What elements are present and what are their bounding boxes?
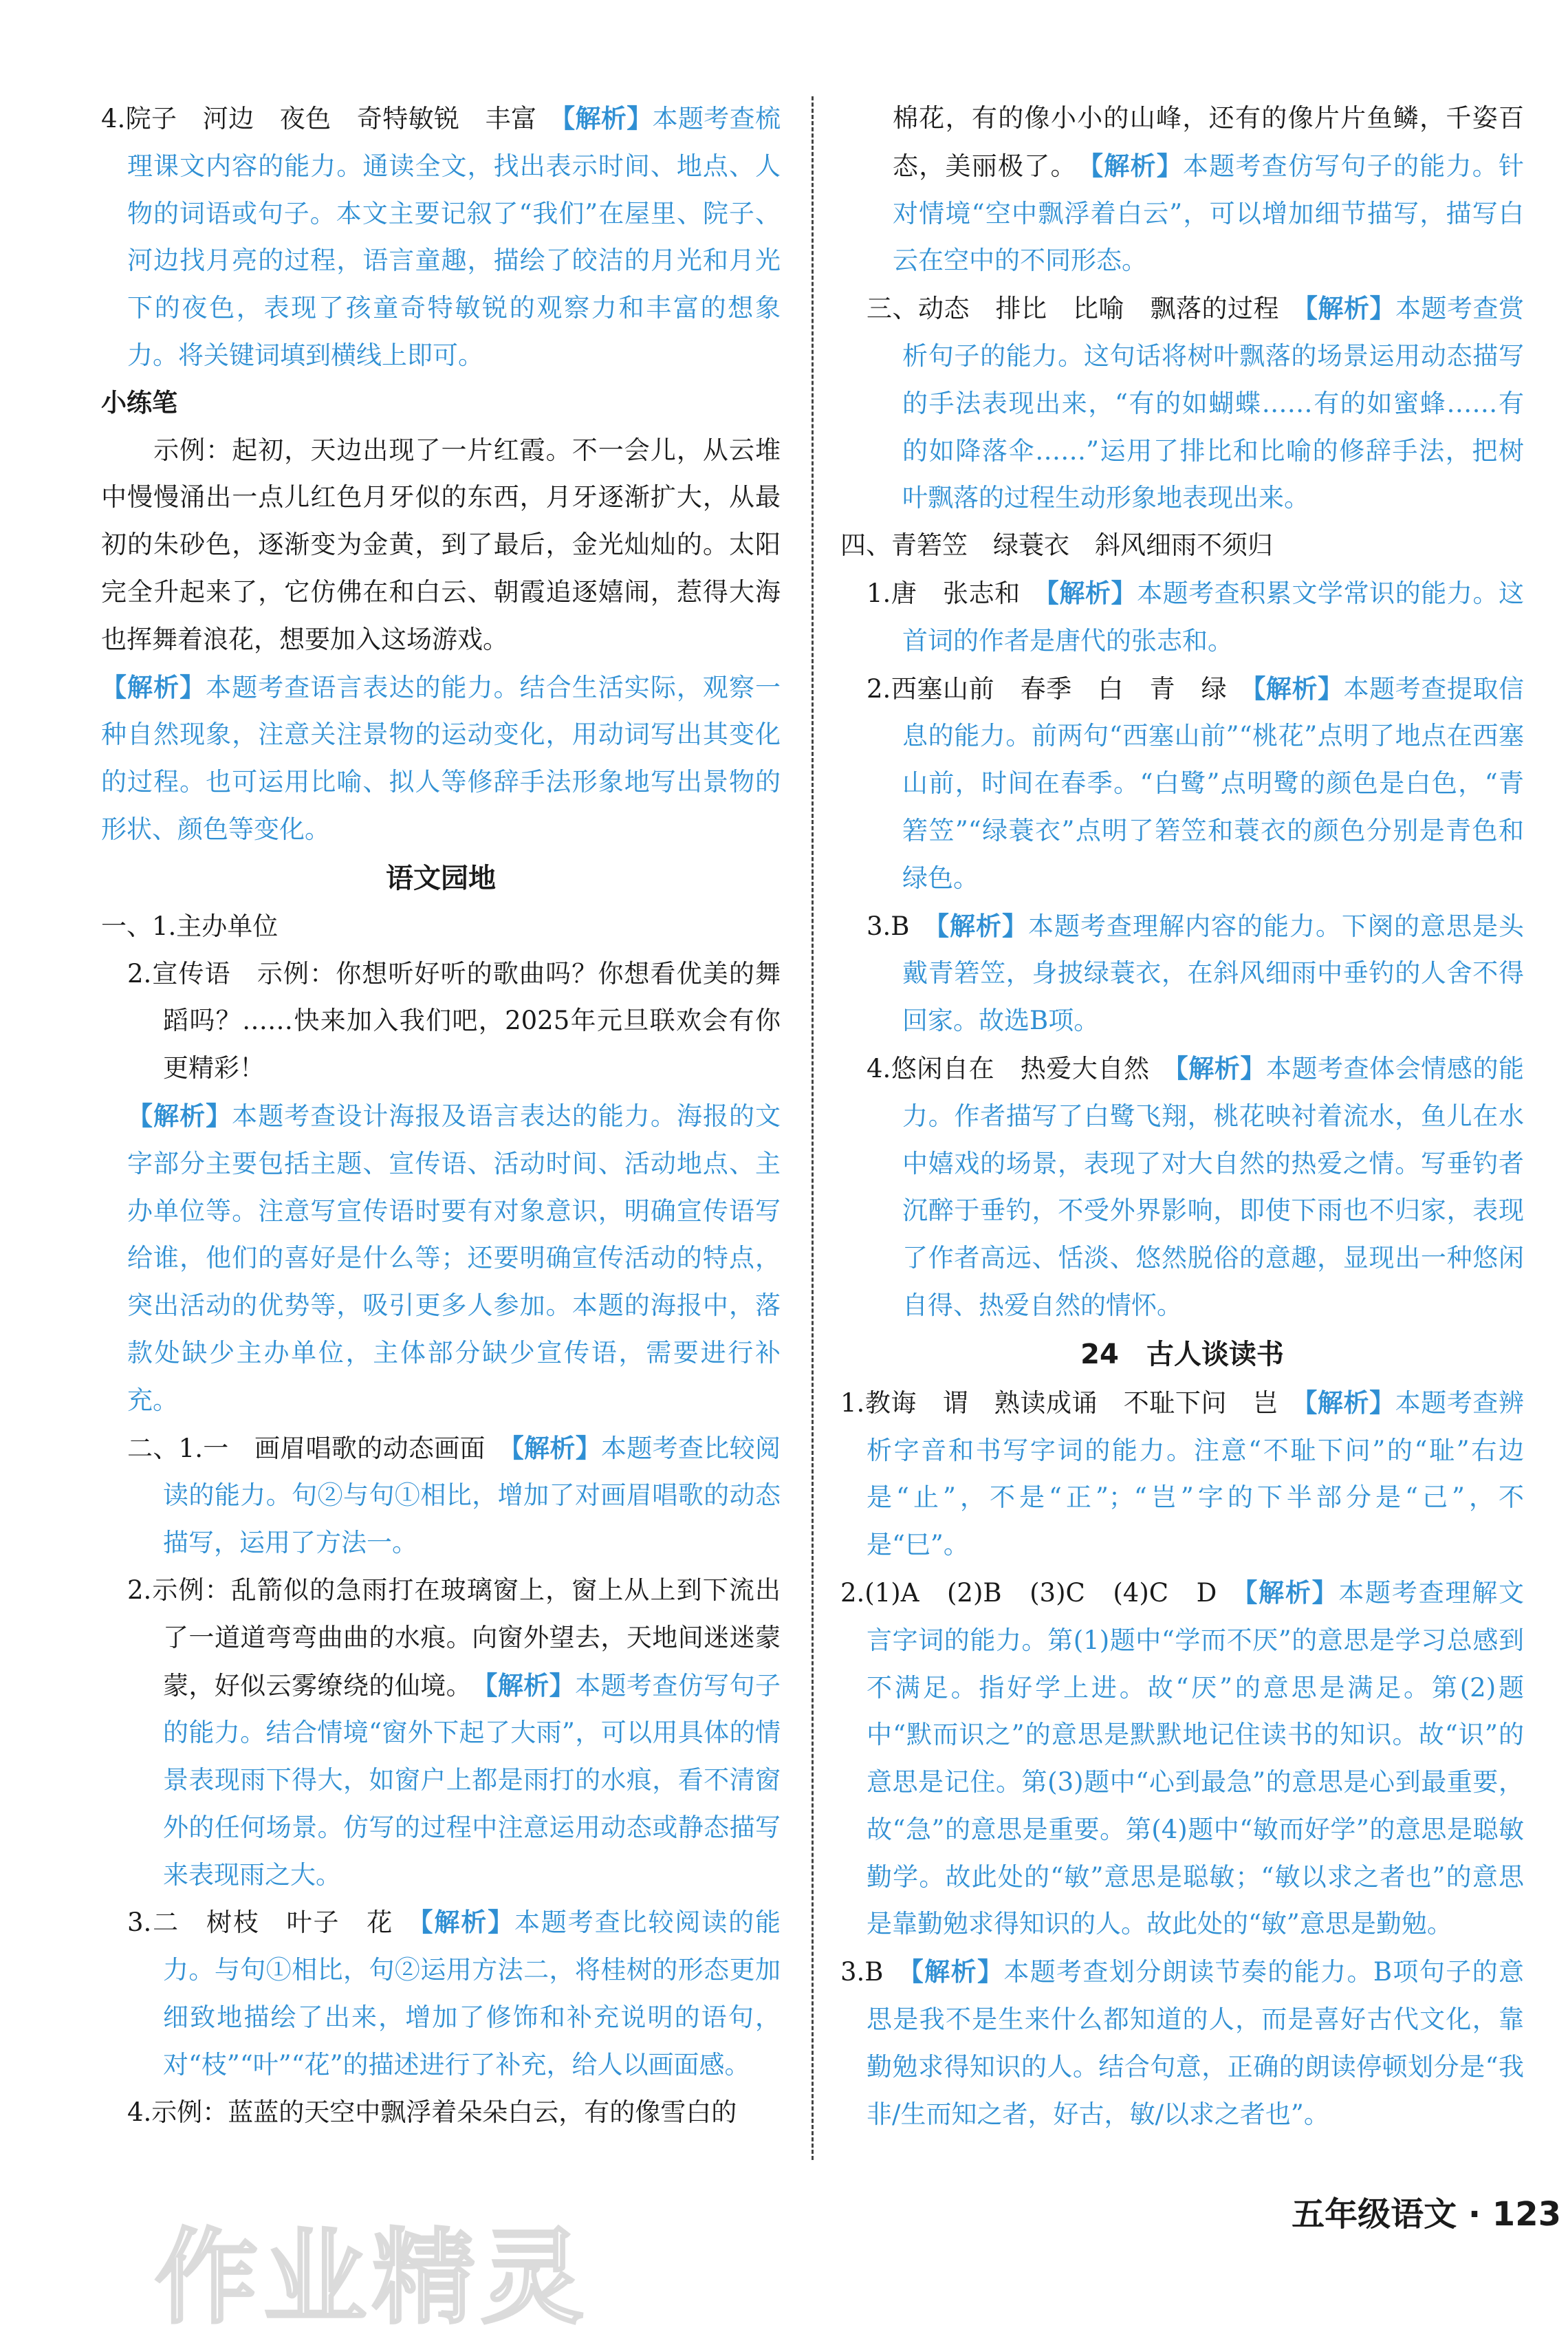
- answer-key: 2.西塞山前 春季 白 青 绿: [867, 673, 1253, 704]
- analysis-tag: 【解析】: [484, 1670, 576, 1700]
- analysis-tag: 【解析】: [511, 1432, 602, 1463]
- answer-item: [101, 664, 781, 854]
- analysis-tag: 【解析】: [1175, 1052, 1266, 1083]
- analysis-tag: 【解析】: [562, 103, 653, 133]
- page-footer: [1292, 2188, 1561, 2235]
- analysis-text: 本题考查语言表达的能力。结合生活实际，观察一种自然现象，注意关注景物的运动变化，用动词写出其变化的过程。也可运用比喻、拟人等修辞手法形象地写出景物的形状、颜色等变化。: [101, 672, 781, 844]
- answer-item: [101, 1899, 781, 2088]
- answer-item: [101, 95, 781, 380]
- answer-key: 1.唐 张志和: [867, 578, 1047, 608]
- analysis-tag: 【解析】: [127, 1100, 232, 1131]
- answer-item: [840, 95, 1524, 285]
- answer-item: [101, 1092, 781, 1425]
- right-column: [840, 95, 1524, 2138]
- analysis-tag: 【解析】: [1046, 577, 1137, 608]
- answer-key: 3.B: [840, 1957, 911, 1987]
- section-title: 语文园地: [386, 862, 496, 894]
- answer-item: [101, 1567, 781, 1899]
- answer-item: [840, 1045, 1524, 1330]
- answer-key: 二、1.一 画眉唱歌的动态画面: [127, 1433, 512, 1463]
- analysis-tag: 【解析】: [1090, 150, 1183, 181]
- answer-text: 一、1.主办单位: [101, 911, 279, 941]
- answer-item: [840, 665, 1524, 903]
- subsection-title: 小练笔: [101, 387, 177, 418]
- answer-key: 2.示例：乱箭似的急雨打在玻璃窗上，窗上从上到下流出了一道道弯弯曲曲的水痕。向窗外望去，天地间迷迷蒙蒙，好似云雾缭绕的仙境。: [127, 1575, 781, 1700]
- answer-item: [101, 1425, 781, 1567]
- footer-subject: 五年级语文: [1292, 2195, 1457, 2234]
- analysis-text: 本题考查比较阅读的能力。与句①相比，句②运用方法二，将桂树的形态更加细致地描绘了出来，增加了修饰和补充说明的语句，对“枝”“叶”“花”的描述进行了补充，给人以画面感。: [163, 1908, 781, 2080]
- analysis-tag: 【解析】: [420, 1907, 515, 1938]
- answer-key: 棉花，有的像小小的山峰，还有的像片片鱼鳞，千姿百态，美丽极了。: [893, 103, 1524, 181]
- answer-key: 2.(1)A (2)B (3)C (4)C D: [840, 1577, 1245, 1608]
- analysis-tag: 【解析】: [1252, 673, 1344, 704]
- answer-text: 2.宣传语 示例：你想听好听的歌曲吗？你想看优美的舞蹈吗？……快来加入我们吧，2025年元旦联欢会有你更精彩！: [127, 958, 781, 1083]
- analysis-text: 本题考查提取信息的能力。前两句“西塞山前”“桃花”点明了地点在西塞山前，时间在春季。“白鹭”点明鹭的颜色是白色，“青箬笠”“绿蓑衣”点明了箬笠和蓑衣的颜色分别是青色和绿色。: [902, 673, 1525, 893]
- analysis-text: 本题考查仿写句子的能力。结合情境“窗外下起了大雨”，可以用具体的情景表现雨下得大，如窗户上都是雨打的水痕，看不清窗外的任何场景。仿写的过程中注意运用动态或静态描写来表现雨之大。: [163, 1670, 781, 1890]
- analysis-text: 本题考查理解内容的能力。下阕的意思是头戴青箬笠，身披绿蓑衣，在斜风细雨中垂钓的人舍不得回家。故选B项。: [902, 911, 1524, 1036]
- analysis-text: 本题考查赏析句子的能力。这句话将树叶飘落的场景运用动态描写的手法表现出来，“有的如蝴蝶……有的如蜜蜂……有的如降落伞……”运用了排比和比喻的修辞手法，把树叶飘落的过程生动形象地表现出来。: [902, 294, 1524, 513]
- analysis-text: 本题考查辨析字音和书写字词的能力。注意“不耻下问”的“耻”右边是“止”，不是“正”；“岂”字的下半部分是“己”，不是“巳”。: [867, 1388, 1525, 1560]
- analysis-tag: 【解析】: [1304, 1387, 1395, 1418]
- watermark: 作业精灵: [155, 2218, 590, 2338]
- page-number: 123: [1492, 2195, 1561, 2234]
- answer-key: 4.悠闲自在 热爱大自然: [867, 1053, 1176, 1083]
- analysis-text: 本题考查划分朗读节奏的能力。B项句子的意思是我不是生来什么都知道的人，而是喜好古代文化，靠勤勉求得知识的人。结合句意，正确的朗读停顿划分是“我非/生而知之者，好古，敏/以求之者也”。: [867, 1957, 1524, 2129]
- analysis-text: 本题考查体会情感的能力。作者描写了白鹭飞翔，桃花映衬着流水，鱼儿在水中嬉戏的场景，表现了对大自然的热爱之情。写垂钓者沉醉于垂钓，不受外界影响，即使下雨也不归家，表现了作者高远、恬淡、悠然脱俗的意趣，显现出一种悠闲自得、热爱自然的情怀。: [902, 1053, 1525, 1320]
- answer-item: [840, 285, 1524, 522]
- analysis-tag: 【解析】: [1244, 1577, 1339, 1608]
- answer-item: [840, 1948, 1524, 2138]
- answer-text: 四、青箬笠 绿蓑衣 斜风细雨不须归: [840, 530, 1273, 561]
- answer-item: [840, 903, 1524, 1045]
- analysis-text: 本题考查理解文言字词的能力。第(1)题中“学而不厌”的意思是学习总感到不满足。指好学上进。故“厌”的意思是满足。第(2)题中“默而识之”的意思是默默地记住读书的知识。故“识”的意思是记住。第(3)题中“心到最急”的意思是心到最重要，故“急”的意思是重要。第(4)题中“敏而好学”的意思是聪敏勤学。故此处的“敏”意思是聪敏；“敏以求之者也”的意思是靠勤勉求得知识的人。故此处的“敏”意思是勤勉。: [867, 1577, 1525, 1939]
- answer-key: 3.B: [867, 911, 937, 941]
- analysis-text: 本题考查梳理课文内容的能力。通读全文，找出表示时间、地点、人物的词语或句子。本文主要记叙了“我们”在屋里、院子、河边找月亮的过程，语言童趣，描绘了皎洁的月光和月光下的夜色，表现了孩童奇特敏锐的观察力和丰富的想象力。将关键词填到横线上即可。: [127, 104, 781, 370]
- answer-item: [840, 1379, 1524, 1569]
- answer-key: 4.院子 河边 夜色 奇特敏锐 丰富: [101, 104, 563, 133]
- analysis-tag: 【解析】: [936, 910, 1028, 941]
- analysis-text: 本题考查积累文学常识的能力。这首词的作者是唐代的张志和。: [902, 578, 1525, 656]
- analysis-tag: 【解析】: [1305, 293, 1395, 324]
- section-title: 24 古人谈读书: [1080, 1338, 1284, 1370]
- answer-text: 示例：起初，天边出现了一片红霞。不一会儿，从云堆中慢慢涌出一点儿红色月牙似的东西，月牙逐渐扩大，从最初的朱砂色，逐渐变为金黄，到了最后，金光灿灿的。太阳完全升起来了，它仿佛在和白云、朝霞追逐嬉闹，惹得大海也挥舞着浪花，想要加入这场游戏。: [101, 435, 781, 654]
- answer-item: [840, 570, 1524, 665]
- answer-key: 1.教诲 谓 熟读成诵 不耻下问 岂: [840, 1388, 1305, 1418]
- analysis-tag: 【解析】: [101, 671, 206, 702]
- answer-key: 3.二 树枝 叶子 花: [127, 1908, 421, 1938]
- column-divider: [812, 96, 814, 2160]
- footer-dot: ·: [1468, 2195, 1481, 2234]
- analysis-text: 本题考查设计海报及语言表达的能力。海报的文字部分主要包括主题、宣传语、活动时间、活动地点、主办单位等。注意写宣传语时要有对象意识，明确宣传语写给谁，他们的喜好是什么等；还要明确宣传活动的特点，突出活动的优势等，吸引更多人参加。本题的海报中，落款处缺少主办单位，主体部分缺少宣传语，需要进行补充。: [127, 1101, 781, 1415]
- answer-item: [840, 1569, 1524, 1948]
- analysis-text: 本题考查仿写句子的能力。针对情境“空中飘浮着白云”，可以增加细节描写，描写白云在空中的不同形态。: [893, 151, 1524, 276]
- answer-text: 4.示例：蓝蓝的天空中飘浮着朵朵白云，有的像雪白的: [127, 2097, 737, 2127]
- left-column: [101, 95, 781, 2136]
- analysis-tag: 【解析】: [911, 1956, 1004, 1987]
- analysis-text: 本题考查比较阅读的能力。句②与句①相比，增加了对画眉唱歌的动态描写，运用了方法一。: [163, 1433, 781, 1558]
- answer-key: 三、动态 排比 比喻 飘落的过程: [867, 294, 1305, 324]
